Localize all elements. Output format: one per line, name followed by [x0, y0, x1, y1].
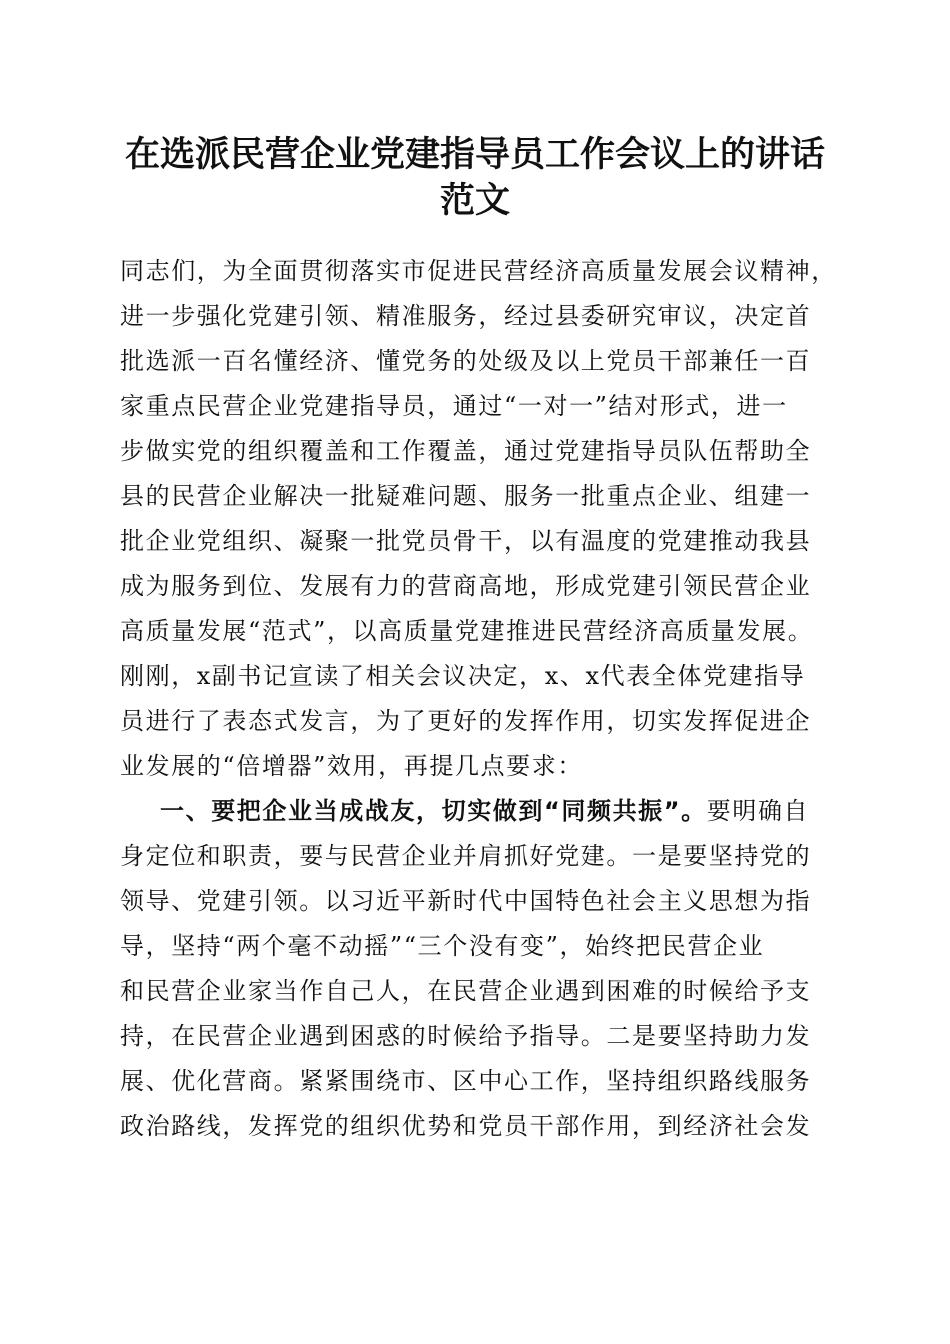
- text-line: 刚刚，x副书记宣读了相关会议决定，x、x代表全体党建指导: [120, 662, 806, 690]
- title-line-1: 在选派民营企业党建指导员工作会议上的讲话: [124, 134, 825, 175]
- document-body: [120, 249, 837, 1149]
- text-line: 县的民营企业解决一批疑难问题、服务一批重点企业、组建一: [120, 482, 812, 510]
- text-line: 展、优化营商。紧紧围绕市、区中心工作，坚持组织路线服务: [120, 1067, 812, 1095]
- text-line: 导，坚持“两个毫不动摇”“三个没有变”，始终把民营企业: [120, 932, 765, 960]
- text-line: 同志们，为全面贯彻落实市促进民营经济高质量发展会议精神，: [120, 257, 837, 285]
- document-title: [100, 132, 850, 224]
- text-line: 身定位和职责，要与民营企业并肩抓好党建。一是要坚持党的: [120, 842, 812, 870]
- text-line: 高质量发展“范式”，以高质量党建推进民营经济高质量发展。: [120, 617, 814, 645]
- section-1-heading: 一、要把企业当成战友，切实做到“同频共振”。: [160, 797, 707, 825]
- text-line: 批企业党组织、凝聚一批党员骨干，以有温度的党建推动我县: [120, 527, 812, 555]
- paragraph-1: [120, 249, 837, 789]
- text-line: 员进行了表态式发言，为了更好的发挥作用，切实发挥促进企: [120, 707, 812, 735]
- text-line: 和民营企业家当作自己人，在民营企业遇到困难的时候给予支: [120, 977, 812, 1005]
- text-line: 家重点民营企业党建指导员，通过“一对一”结对形式，进一: [120, 392, 788, 420]
- title-line-2: 范文: [439, 180, 510, 221]
- section-1-first-line: [120, 789, 832, 834]
- text-line: 步做实党的组织覆盖和工作覆盖，通过党建指导员队伍帮助全: [120, 437, 812, 465]
- text-line: 业发展的“倍增器”效用，再提几点要求：: [120, 752, 583, 780]
- text-line: 成为服务到位、发展有力的营商高地，形成党建引领民营企业: [120, 572, 812, 600]
- text-line: 进一步强化党建引领、精准服务，经过县委研究审议，决定首: [120, 302, 812, 330]
- section-1: [120, 789, 832, 1149]
- text-line: 批选派一百名懂经济、懂党务的处级及以上党员干部兼任一百: [120, 347, 812, 375]
- text-line: 政治路线，发挥党的组织优势和党员干部作用，到经济社会发: [120, 1112, 812, 1140]
- text-line: 领导、党建引领。以习近平新时代中国特色社会主义思想为指: [120, 887, 812, 915]
- text-line: 持，在民营企业遇到困惑的时候给予指导。二是要坚持助力发: [120, 1022, 812, 1050]
- section-1-first-line-rest: 要明确自: [706, 797, 810, 825]
